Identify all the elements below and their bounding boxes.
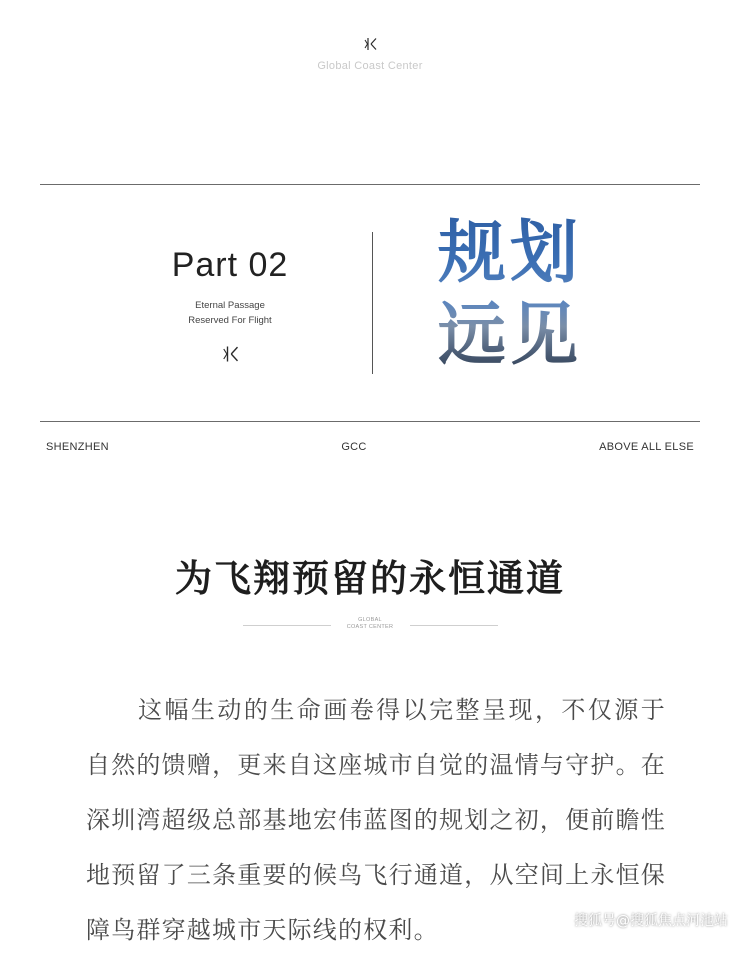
top-divider: [40, 184, 700, 185]
part-subtitle-line1: Eternal Passage: [195, 300, 265, 311]
ribbon-center: GCC: [341, 441, 367, 453]
feature-title-line2: 远见: [438, 295, 583, 375]
part-subtitle: [140, 298, 320, 328]
part-subtitle-line2: Reserved For Flight: [188, 315, 272, 326]
section-heading: 为飞翔预留的永恒通道: [175, 556, 565, 600]
bottom-divider: [40, 421, 700, 422]
vertical-divider: [372, 232, 373, 374]
feature-title: [438, 212, 598, 376]
part-title: Part 02: [171, 246, 289, 284]
brand-name: Global Coast Center: [317, 60, 423, 72]
ornament-line-right: [410, 625, 498, 626]
watermark: 搜狐号@搜狐焦点河池站: [574, 913, 728, 929]
gcc-logo-icon: [0, 36, 740, 56]
mini-logo-line2: COAST CENTER: [346, 624, 394, 630]
mini-logo: [330, 617, 410, 631]
gcc-logo-small-icon: [220, 344, 240, 368]
feature-title-line1: 规划: [438, 213, 583, 293]
mini-logo-line1: GLOBAL: [358, 617, 382, 623]
ornament-line-left: [243, 625, 331, 626]
ribbon-right: ABOVE ALL ELSE: [599, 441, 694, 453]
ribbon-left: SHENZHEN: [46, 441, 109, 453]
body-paragraph: 这幅生动的生命画卷得以完整呈现，不仅源于自然的馈赠，更来自这座城市自觉的温情与守护。在深圳湾超级总部基地宏伟蓝图的规划之初，便前瞻性地预留了三条重要的候鸟飞行通道，从空间上永恒保障鸟群穿越城市天际线的权利。: [86, 696, 666, 944]
